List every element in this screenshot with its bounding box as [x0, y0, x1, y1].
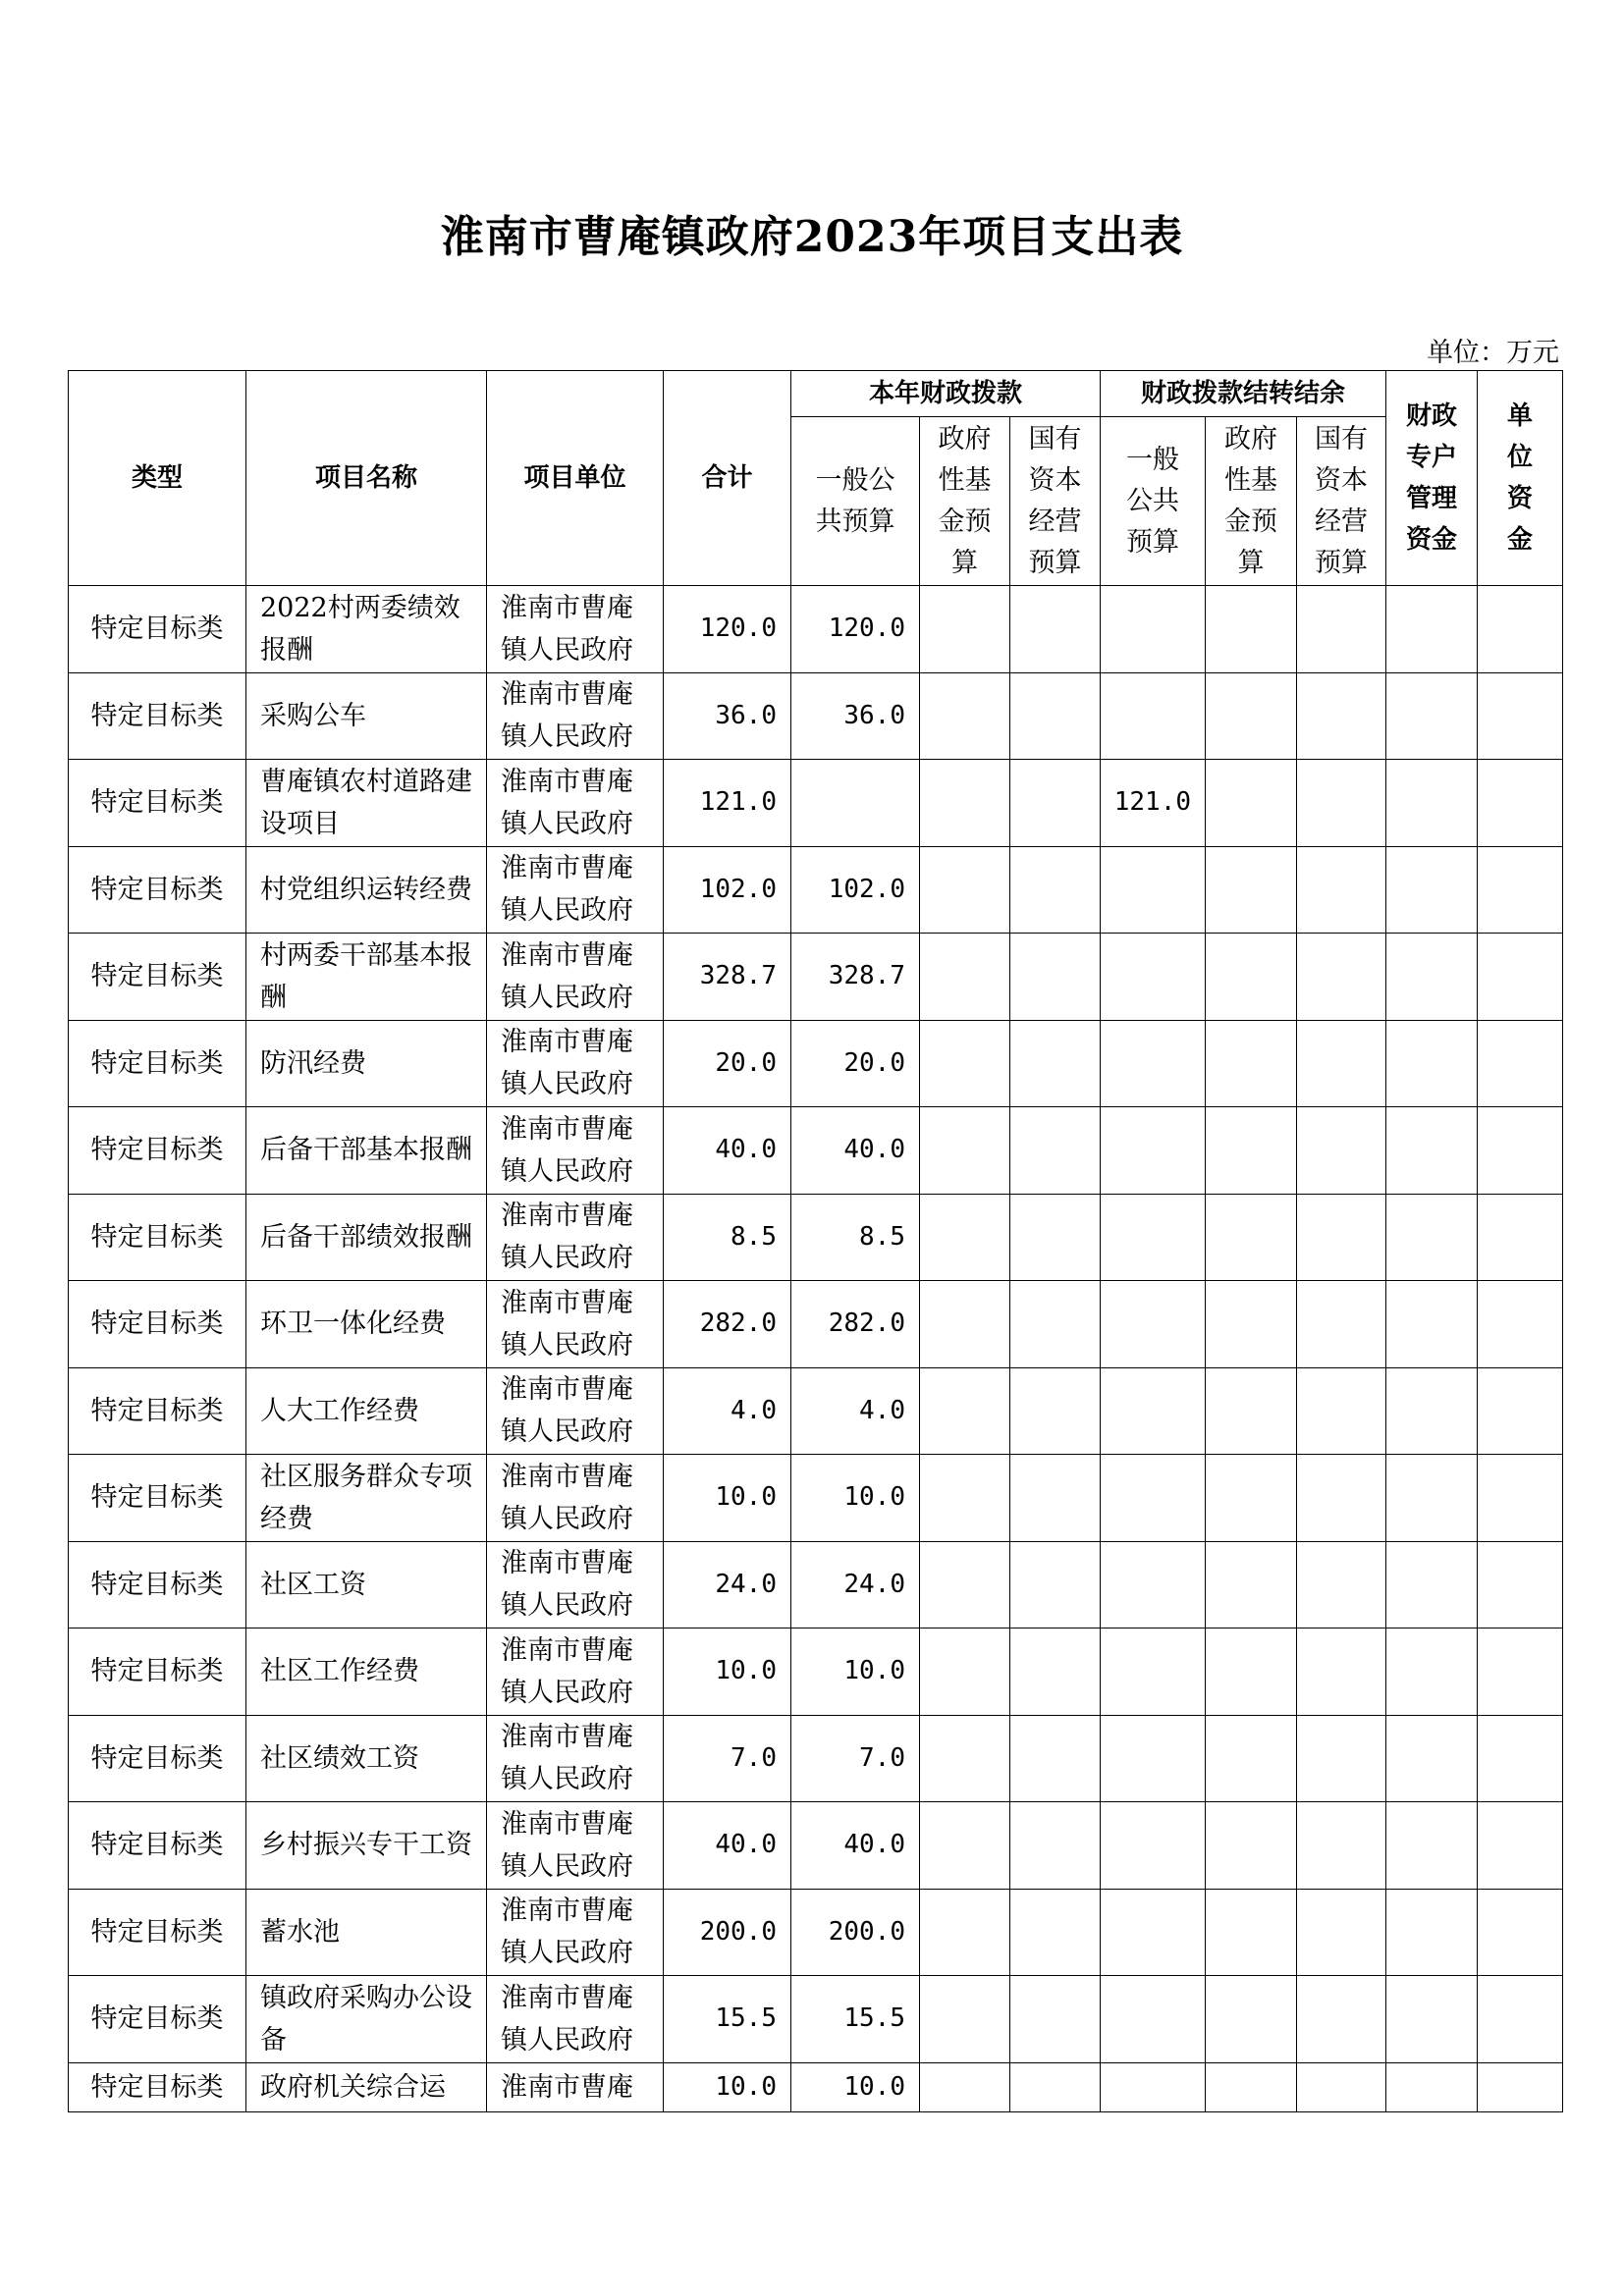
header-group-current: 本年财政拨款	[791, 371, 1101, 417]
cell-co-gov-fund	[1206, 1629, 1297, 1716]
cell-type: 特定目标类	[69, 1976, 246, 2063]
cell-co-gov-fund	[1206, 1541, 1297, 1629]
cell-total: 10.0	[664, 1629, 791, 1716]
cell-unit: 淮南市曹庵镇人民政府	[487, 672, 664, 760]
header-total: 合计	[664, 371, 791, 586]
cell-co-gov-fund	[1206, 1194, 1297, 1281]
cell-special-account	[1386, 1715, 1478, 1802]
cell-total: 8.5	[664, 1194, 791, 1281]
cell-total: 121.0	[664, 760, 791, 847]
cell-co-state-capital	[1297, 1281, 1386, 1368]
header-co-state-capital: 国有资本经营预算	[1297, 417, 1386, 586]
cell-state-capital	[1010, 1194, 1101, 1281]
cell-gen-public: 120.0	[791, 586, 920, 673]
cell-gen-public: 10.0	[791, 2062, 920, 2111]
cell-total: 102.0	[664, 846, 791, 934]
cell-state-capital	[1010, 1629, 1101, 1716]
header-type: 类型	[69, 371, 246, 586]
cell-name: 村党组织运转经费	[246, 846, 487, 934]
cell-co-gen-public	[1101, 1541, 1206, 1629]
cell-special-account	[1386, 1020, 1478, 1107]
cell-gen-public: 102.0	[791, 846, 920, 934]
table-row	[69, 586, 1563, 673]
cell-co-gen-public	[1101, 672, 1206, 760]
cell-total: 20.0	[664, 1020, 791, 1107]
header-unit-funds: 单位资金	[1478, 371, 1563, 586]
cell-co-state-capital	[1297, 672, 1386, 760]
cell-name: 曹庵镇农村道路建设项目	[246, 760, 487, 847]
cell-name: 社区绩效工资	[246, 1715, 487, 1802]
header-unit: 项目单位	[487, 371, 664, 586]
cell-state-capital	[1010, 1281, 1101, 1368]
cell-unit: 淮南市曹庵镇人民政府	[487, 1976, 664, 2063]
cell-co-gen-public	[1101, 1455, 1206, 1542]
cell-co-gen-public: 121.0	[1101, 760, 1206, 847]
cell-gov-fund	[920, 1976, 1010, 2063]
cell-gen-public: 20.0	[791, 1020, 920, 1107]
cell-unit-funds	[1478, 934, 1563, 1021]
cell-total: 24.0	[664, 1541, 791, 1629]
cell-type: 特定目标类	[69, 1802, 246, 1890]
cell-co-state-capital	[1297, 2062, 1386, 2111]
table-row	[69, 1194, 1563, 1281]
table-row	[69, 846, 1563, 934]
page-title: 淮南市曹庵镇政府2023年项目支出表	[440, 212, 1184, 262]
cell-gen-public: 282.0	[791, 1281, 920, 1368]
cell-co-gen-public	[1101, 586, 1206, 673]
cell-special-account	[1386, 1802, 1478, 1890]
cell-co-state-capital	[1297, 1541, 1386, 1629]
cell-co-state-capital	[1297, 1367, 1386, 1455]
cell-name: 环卫一体化经费	[246, 1281, 487, 1368]
cell-type: 特定目标类	[69, 2062, 246, 2111]
cell-co-state-capital	[1297, 1455, 1386, 1542]
header-co-gen-public: 一般公共预算	[1101, 417, 1206, 586]
table-row	[69, 672, 1563, 760]
header-gov-fund: 政府性基金预算	[920, 417, 1010, 586]
cell-gen-public: 36.0	[791, 672, 920, 760]
cell-gov-fund	[920, 1455, 1010, 1542]
cell-type: 特定目标类	[69, 1629, 246, 1716]
cell-special-account	[1386, 2062, 1478, 2111]
cell-type: 特定目标类	[69, 1194, 246, 1281]
cell-unit: 淮南市曹庵镇人民政府	[487, 1629, 664, 1716]
cell-co-gen-public	[1101, 2062, 1206, 2111]
cell-unit: 淮南市曹庵镇人民政府	[487, 1541, 664, 1629]
table-row	[69, 1976, 1563, 2063]
cell-type: 特定目标类	[69, 760, 246, 847]
cell-total: 200.0	[664, 1889, 791, 1976]
cell-co-state-capital	[1297, 846, 1386, 934]
cell-unit: 淮南市曹庵镇人民政府	[487, 586, 664, 673]
cell-gen-public: 4.0	[791, 1367, 920, 1455]
cell-co-gov-fund	[1206, 1889, 1297, 1976]
cell-unit-funds	[1478, 1715, 1563, 1802]
cell-gen-public: 24.0	[791, 1541, 920, 1629]
cell-unit: 淮南市曹庵镇人民政府	[487, 760, 664, 847]
cell-unit: 淮南市曹庵镇人民政府	[487, 1715, 664, 1802]
header-co-gov-fund: 政府性基金预算	[1206, 417, 1297, 586]
table-row	[69, 1281, 1563, 1368]
table-row	[69, 1367, 1563, 1455]
cell-type: 特定目标类	[69, 1455, 246, 1542]
cell-unit-funds	[1478, 1367, 1563, 1455]
cell-type: 特定目标类	[69, 1367, 246, 1455]
cell-total: 40.0	[664, 1107, 791, 1195]
cell-gen-public: 7.0	[791, 1715, 920, 1802]
cell-state-capital	[1010, 1455, 1101, 1542]
cell-total: 15.5	[664, 1976, 791, 2063]
cell-gen-public: 40.0	[791, 1107, 920, 1195]
cell-special-account	[1386, 934, 1478, 1021]
cell-unit-funds	[1478, 1455, 1563, 1542]
cell-co-state-capital	[1297, 934, 1386, 1021]
cell-co-gov-fund	[1206, 672, 1297, 760]
cell-type: 特定目标类	[69, 586, 246, 673]
cell-type: 特定目标类	[69, 1715, 246, 1802]
cell-gov-fund	[920, 1194, 1010, 1281]
cell-co-state-capital	[1297, 1976, 1386, 2063]
cell-unit-funds	[1478, 1889, 1563, 1976]
cell-gov-fund	[920, 1715, 1010, 1802]
cell-unit-funds	[1478, 1629, 1563, 1716]
cell-gen-public: 10.0	[791, 1455, 920, 1542]
table-row	[69, 1802, 1563, 1890]
cell-name: 蓄水池	[246, 1889, 487, 1976]
cell-total: 282.0	[664, 1281, 791, 1368]
cell-special-account	[1386, 672, 1478, 760]
cell-state-capital	[1010, 1976, 1101, 2063]
cell-name: 后备干部基本报酬	[246, 1107, 487, 1195]
cell-unit-funds	[1478, 760, 1563, 847]
cell-unit-funds	[1478, 1802, 1563, 1890]
cell-unit-funds	[1478, 1541, 1563, 1629]
cell-special-account	[1386, 1455, 1478, 1542]
cell-special-account	[1386, 1889, 1478, 1976]
cell-state-capital	[1010, 672, 1101, 760]
cell-total: 10.0	[664, 1455, 791, 1542]
cell-co-gov-fund	[1206, 1802, 1297, 1890]
cell-unit: 淮南市曹庵镇人民政府	[487, 1802, 664, 1890]
cell-co-gen-public	[1101, 1107, 1206, 1195]
cell-gen-public: 200.0	[791, 1889, 920, 1976]
unit-label: 单位：万元	[1427, 338, 1559, 368]
cell-special-account	[1386, 1367, 1478, 1455]
cell-state-capital	[1010, 1802, 1101, 1890]
cell-gov-fund	[920, 934, 1010, 1021]
cell-co-state-capital	[1297, 760, 1386, 847]
cell-name: 社区工作经费	[246, 1629, 487, 1716]
cell-state-capital	[1010, 1715, 1101, 1802]
table-row	[69, 1455, 1563, 1542]
cell-state-capital	[1010, 934, 1101, 1021]
cell-name: 采购公车	[246, 672, 487, 760]
cell-co-gov-fund	[1206, 1976, 1297, 2063]
cell-type: 特定目标类	[69, 1107, 246, 1195]
cell-type: 特定目标类	[69, 934, 246, 1021]
cell-co-gen-public	[1101, 1976, 1206, 2063]
cell-special-account	[1386, 1281, 1478, 1368]
cell-gov-fund	[920, 2062, 1010, 2111]
cell-unit-funds	[1478, 1194, 1563, 1281]
table-row	[69, 934, 1563, 1021]
cell-gov-fund	[920, 846, 1010, 934]
cell-gov-fund	[920, 672, 1010, 760]
cell-total: 36.0	[664, 672, 791, 760]
cell-co-gov-fund	[1206, 1715, 1297, 1802]
cell-name: 乡村振兴专干工资	[246, 1802, 487, 1890]
cell-total: 120.0	[664, 586, 791, 673]
cell-special-account	[1386, 1976, 1478, 2063]
cell-gen-public: 8.5	[791, 1194, 920, 1281]
cell-co-gov-fund	[1206, 1281, 1297, 1368]
cell-special-account	[1386, 846, 1478, 934]
cell-state-capital	[1010, 586, 1101, 673]
cell-co-gen-public	[1101, 846, 1206, 934]
cell-co-gen-public	[1101, 1889, 1206, 1976]
cell-name: 社区工资	[246, 1541, 487, 1629]
cell-name: 2022村两委绩效报酬	[246, 586, 487, 673]
cell-unit: 淮南市曹庵镇人民政府	[487, 1889, 664, 1976]
cell-gov-fund	[920, 1629, 1010, 1716]
cell-gov-fund	[920, 1107, 1010, 1195]
cell-co-gov-fund	[1206, 2062, 1297, 2111]
cell-unit: 淮南市曹庵镇人民政府	[487, 1367, 664, 1455]
cell-total: 4.0	[664, 1367, 791, 1455]
cell-co-gov-fund	[1206, 760, 1297, 847]
cell-state-capital	[1010, 1020, 1101, 1107]
cell-special-account	[1386, 1107, 1478, 1195]
cell-special-account	[1386, 1629, 1478, 1716]
cell-gen-public: 328.7	[791, 934, 920, 1021]
cell-co-state-capital	[1297, 1889, 1386, 1976]
cell-co-gen-public	[1101, 1715, 1206, 1802]
cell-total: 7.0	[664, 1715, 791, 1802]
cell-name: 防汛经费	[246, 1020, 487, 1107]
cell-co-state-capital	[1297, 1194, 1386, 1281]
table-row	[69, 1715, 1563, 1802]
cell-name: 村两委干部基本报酬	[246, 934, 487, 1021]
header-state-capital: 国有资本经营预算	[1010, 417, 1101, 586]
cell-co-state-capital	[1297, 1629, 1386, 1716]
cell-unit-funds	[1478, 586, 1563, 673]
cell-gov-fund	[920, 1367, 1010, 1455]
cell-special-account	[1386, 1194, 1478, 1281]
cell-total: 40.0	[664, 1802, 791, 1890]
cell-unit-funds	[1478, 672, 1563, 760]
header-name: 项目名称	[246, 371, 487, 586]
table-row	[69, 1889, 1563, 1976]
cell-total: 10.0	[664, 2062, 791, 2111]
cell-type: 特定目标类	[69, 672, 246, 760]
cell-co-gov-fund	[1206, 1455, 1297, 1542]
cell-co-gov-fund	[1206, 586, 1297, 673]
cell-gen-public: 10.0	[791, 1629, 920, 1716]
cell-co-gen-public	[1101, 1802, 1206, 1890]
cell-co-state-capital	[1297, 1107, 1386, 1195]
cell-co-state-capital	[1297, 586, 1386, 673]
cell-state-capital	[1010, 846, 1101, 934]
cell-unit: 淮南市曹庵镇人民政府	[487, 1194, 664, 1281]
cell-co-state-capital	[1297, 1020, 1386, 1107]
cell-state-capital	[1010, 1367, 1101, 1455]
cell-gov-fund	[920, 1541, 1010, 1629]
header-special-account: 财政专户管理资金	[1386, 371, 1478, 586]
cell-gen-public: 40.0	[791, 1802, 920, 1890]
cell-co-state-capital	[1297, 1715, 1386, 1802]
cell-special-account	[1386, 1541, 1478, 1629]
cell-co-gov-fund	[1206, 1107, 1297, 1195]
table-row	[69, 1629, 1563, 1716]
cell-type: 特定目标类	[69, 1541, 246, 1629]
cell-co-gen-public	[1101, 1281, 1206, 1368]
cell-unit: 淮南市曹庵镇人民政府	[487, 846, 664, 934]
table-row	[69, 760, 1563, 847]
cell-unit: 淮南市曹庵镇人民政府	[487, 1020, 664, 1107]
cell-gen-public: 15.5	[791, 1976, 920, 2063]
cell-co-gov-fund	[1206, 1367, 1297, 1455]
cell-co-gov-fund	[1206, 934, 1297, 1021]
cell-name: 社区服务群众专项经费	[246, 1455, 487, 1542]
cell-name: 政府机关综合运	[246, 2062, 487, 2111]
cell-type: 特定目标类	[69, 1020, 246, 1107]
cell-total: 328.7	[664, 934, 791, 1021]
cell-co-gen-public	[1101, 934, 1206, 1021]
cell-name: 后备干部绩效报酬	[246, 1194, 487, 1281]
cell-co-gen-public	[1101, 1020, 1206, 1107]
cell-co-state-capital	[1297, 1802, 1386, 1890]
cell-state-capital	[1010, 760, 1101, 847]
cell-co-gov-fund	[1206, 1020, 1297, 1107]
cell-gov-fund	[920, 1889, 1010, 1976]
cell-unit: 淮南市曹庵	[487, 2062, 664, 2111]
cell-unit-funds	[1478, 2062, 1563, 2111]
cell-unit-funds	[1478, 1281, 1563, 1368]
cell-type: 特定目标类	[69, 1889, 246, 1976]
cell-gov-fund	[920, 1281, 1010, 1368]
project-expenditure-table	[68, 370, 1563, 2112]
cell-co-gen-public	[1101, 1367, 1206, 1455]
cell-type: 特定目标类	[69, 846, 246, 934]
cell-gov-fund	[920, 760, 1010, 847]
cell-co-gen-public	[1101, 1629, 1206, 1716]
cell-unit: 淮南市曹庵镇人民政府	[487, 1107, 664, 1195]
table-row	[69, 1107, 1563, 1195]
cell-special-account	[1386, 586, 1478, 673]
cell-unit-funds	[1478, 1107, 1563, 1195]
cell-name: 人大工作经费	[246, 1367, 487, 1455]
cell-state-capital	[1010, 1889, 1101, 1976]
cell-gen-public	[791, 760, 920, 847]
cell-unit: 淮南市曹庵镇人民政府	[487, 934, 664, 1021]
cell-state-capital	[1010, 1107, 1101, 1195]
cell-gov-fund	[920, 586, 1010, 673]
cell-gov-fund	[920, 1802, 1010, 1890]
cell-special-account	[1386, 760, 1478, 847]
cell-type: 特定目标类	[69, 1281, 246, 1368]
cell-name: 镇政府采购办公设备	[246, 1976, 487, 2063]
cell-state-capital	[1010, 2062, 1101, 2111]
cell-co-gov-fund	[1206, 846, 1297, 934]
cell-unit-funds	[1478, 846, 1563, 934]
header-group-carryover: 财政拨款结转结余	[1101, 371, 1386, 417]
cell-state-capital	[1010, 1541, 1101, 1629]
cell-gov-fund	[920, 1020, 1010, 1107]
table-row	[69, 1020, 1563, 1107]
cell-unit-funds	[1478, 1976, 1563, 2063]
cell-unit: 淮南市曹庵镇人民政府	[487, 1281, 664, 1368]
table-row	[69, 1541, 1563, 1629]
cell-unit-funds	[1478, 1020, 1563, 1107]
header-gen-public: 一般公共预算	[791, 417, 920, 586]
cell-co-gen-public	[1101, 1194, 1206, 1281]
cell-unit: 淮南市曹庵镇人民政府	[487, 1455, 664, 1542]
table-row	[69, 2062, 1563, 2111]
